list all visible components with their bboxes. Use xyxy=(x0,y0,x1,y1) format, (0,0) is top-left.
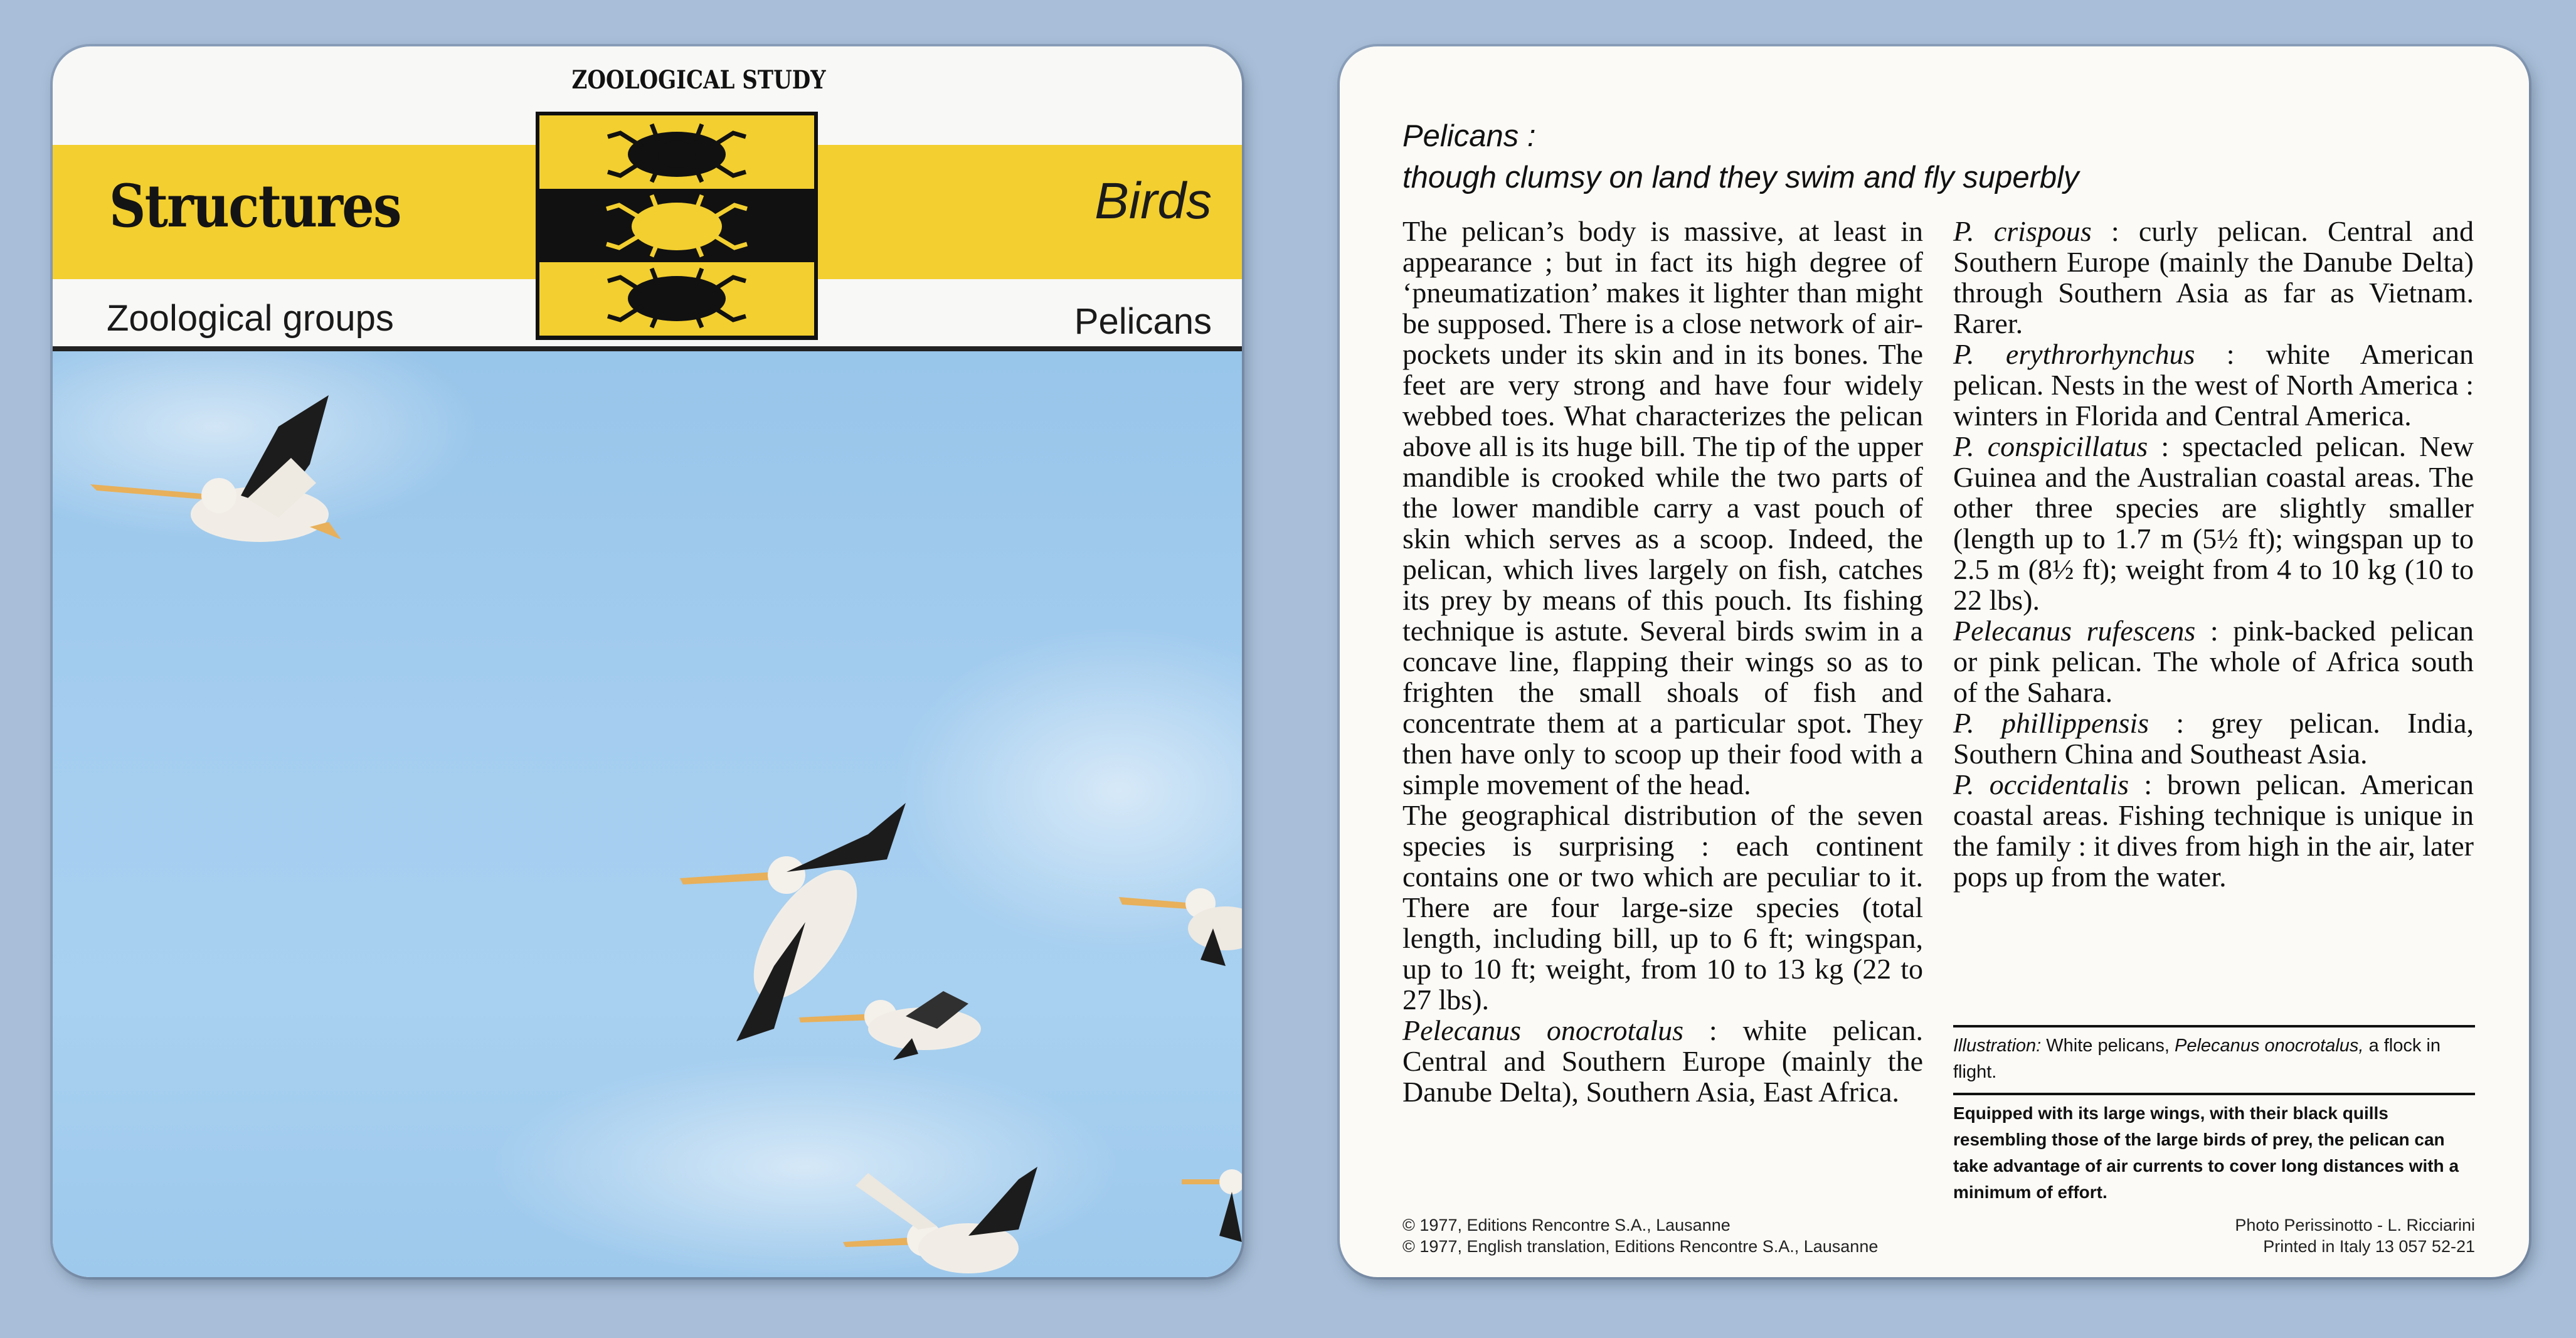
species-entry xyxy=(1953,769,2474,892)
beetle-icon xyxy=(539,262,814,336)
species-entry xyxy=(1953,708,2474,769)
front-card xyxy=(53,46,1242,1277)
photo-credit: Photo Perissinotto - L. Ricciarini xyxy=(2235,1216,2475,1234)
back-card xyxy=(1340,46,2529,1277)
illustration-text: White pelicans, xyxy=(2046,1036,2170,1056)
group-label: Zoological groups xyxy=(107,298,394,339)
print-info: Printed in Italy 13 057 52-21 xyxy=(2263,1237,2475,1256)
category-title: Structures xyxy=(109,172,401,241)
illustration-tail: a flock in flight. xyxy=(1953,1036,2441,1082)
species-description: : pink-backed pelican or pink pelican. The whole of Africa south of the Sahara. xyxy=(1953,615,2474,708)
copyright-block xyxy=(1402,1214,1878,1257)
article-title: Pelicans : xyxy=(1402,119,1536,153)
beetle-badge xyxy=(536,112,818,340)
article-heading xyxy=(1402,115,2079,198)
species-description: : spectacled pelican. New Guinea and the Australian coastal areas. The other three species are slightly smaller (length up to 1.7 m (5½ ft); wingspan up to 2.5 m (8½ ft); weight from 4 to 10 kg (10 to 22 lbs). xyxy=(1953,430,2474,616)
beetle-icon xyxy=(539,189,814,262)
beetle-icon xyxy=(539,115,814,189)
species-description: : curly pelican. Central and Southern Europe (mainly the Danube Delta) through Southern Asia as far as Vietnam. Rarer. xyxy=(1953,215,2474,339)
pelican-6 xyxy=(1182,1169,1242,1242)
species-description: : white pelican. Central and Southern Europe (mainly the Danube Delta), Southern Asia, East Africa. xyxy=(1402,1014,1924,1108)
photo-caption: Equipped with its large wings, with their black quills resembling those of the large birds of prey, the pelican can take advantage of air currents to cover long distances with a minimum of effort. xyxy=(1953,1093,2475,1206)
body-paragraph: The pelican’s body is massive, at least in appearance ; but in fact its high degree of ‘pneumatization’ makes it lighter than might be supposed. There is a close network of air-pockets under its skin and in its bones. The feet are very strong and have four widely webbed toes. What characterizes the pelican above all is its huge bill. The tip of the upper mandible is crooked while the two parts of the lower mandible carry a vast pouch of skin which serves as a scoop. Indeed, the pelican, which lives largely on fish, catches its prey by means of this pouch. Its fishing technique is astute. Several birds swim in a concave line, flapping their wings so as to frighten the small shoals of fish and concentrate them at a particular spot. They then have only to scoop up their food with a simple movement of the head. xyxy=(1402,215,1923,800)
species-description: : white American pelican. Nests in the west of North America : winters in Florida and Central America. xyxy=(1953,338,2474,432)
body-paragraph: The geographical distribution of the seven species is surprising : each continent contains one or two which are peculiar to it. There are four large-size species (total length, including bill, up to 6 ft; wingspan, up to 10 ft; weight, from 10 to 13 kg (22 to 27 lbs). xyxy=(1402,799,1923,1016)
pelican-flock-photo xyxy=(53,351,1242,1277)
text-column-left xyxy=(1402,216,1923,1107)
article-subtitle: though clumsy on land they swim and fly superbly xyxy=(1402,161,2079,194)
subject-label: Pelicans xyxy=(1074,301,1212,342)
sky-and-pelicans-image xyxy=(53,351,1242,1277)
header-divider xyxy=(53,346,1242,351)
species-entry xyxy=(1953,216,2474,339)
species-name: Pelecanus rufescens xyxy=(1953,615,2196,647)
copyright-line: © 1977, English translation, Editions Rencontre S.A., Lausanne xyxy=(1402,1237,1879,1256)
species-description: : brown pelican. American coastal areas. Fishing technique is unique in the family : it dives from high in the air, later pops up from the water. xyxy=(1953,768,2474,893)
species-description: : grey pelican. India, Southern China and Southeast Asia. xyxy=(1953,707,2474,770)
species-name: P. erythrorhynchus xyxy=(1953,338,2195,370)
species-name: P. crispous xyxy=(1953,215,2092,247)
pelican-4 xyxy=(799,991,981,1060)
copyright-line: © 1977, Editions Rencontre S.A., Lausanne xyxy=(1402,1216,1731,1234)
species-name: P. conspicillatus xyxy=(1953,430,2148,462)
class-label: Birds xyxy=(1095,173,1212,230)
series-label: ZOOLOGICAL STUDY xyxy=(571,65,826,95)
illustration-note xyxy=(1953,1025,2475,1085)
illustration-species: Pelecanus onocrotalus, xyxy=(2175,1036,2364,1056)
credit-block xyxy=(2235,1214,2475,1257)
species-entry xyxy=(1953,339,2474,431)
species-name: P. phillippensis xyxy=(1953,707,2149,739)
species-name: P. occidentalis xyxy=(1953,768,2129,800)
text-column-right xyxy=(1953,216,2474,892)
species-entry xyxy=(1953,615,2474,708)
illustration-label: Illustration: xyxy=(1953,1036,2042,1056)
species-entry xyxy=(1402,1015,1923,1107)
species-entry xyxy=(1953,431,2474,615)
species-name: Pelecanus onocrotalus xyxy=(1402,1014,1684,1046)
